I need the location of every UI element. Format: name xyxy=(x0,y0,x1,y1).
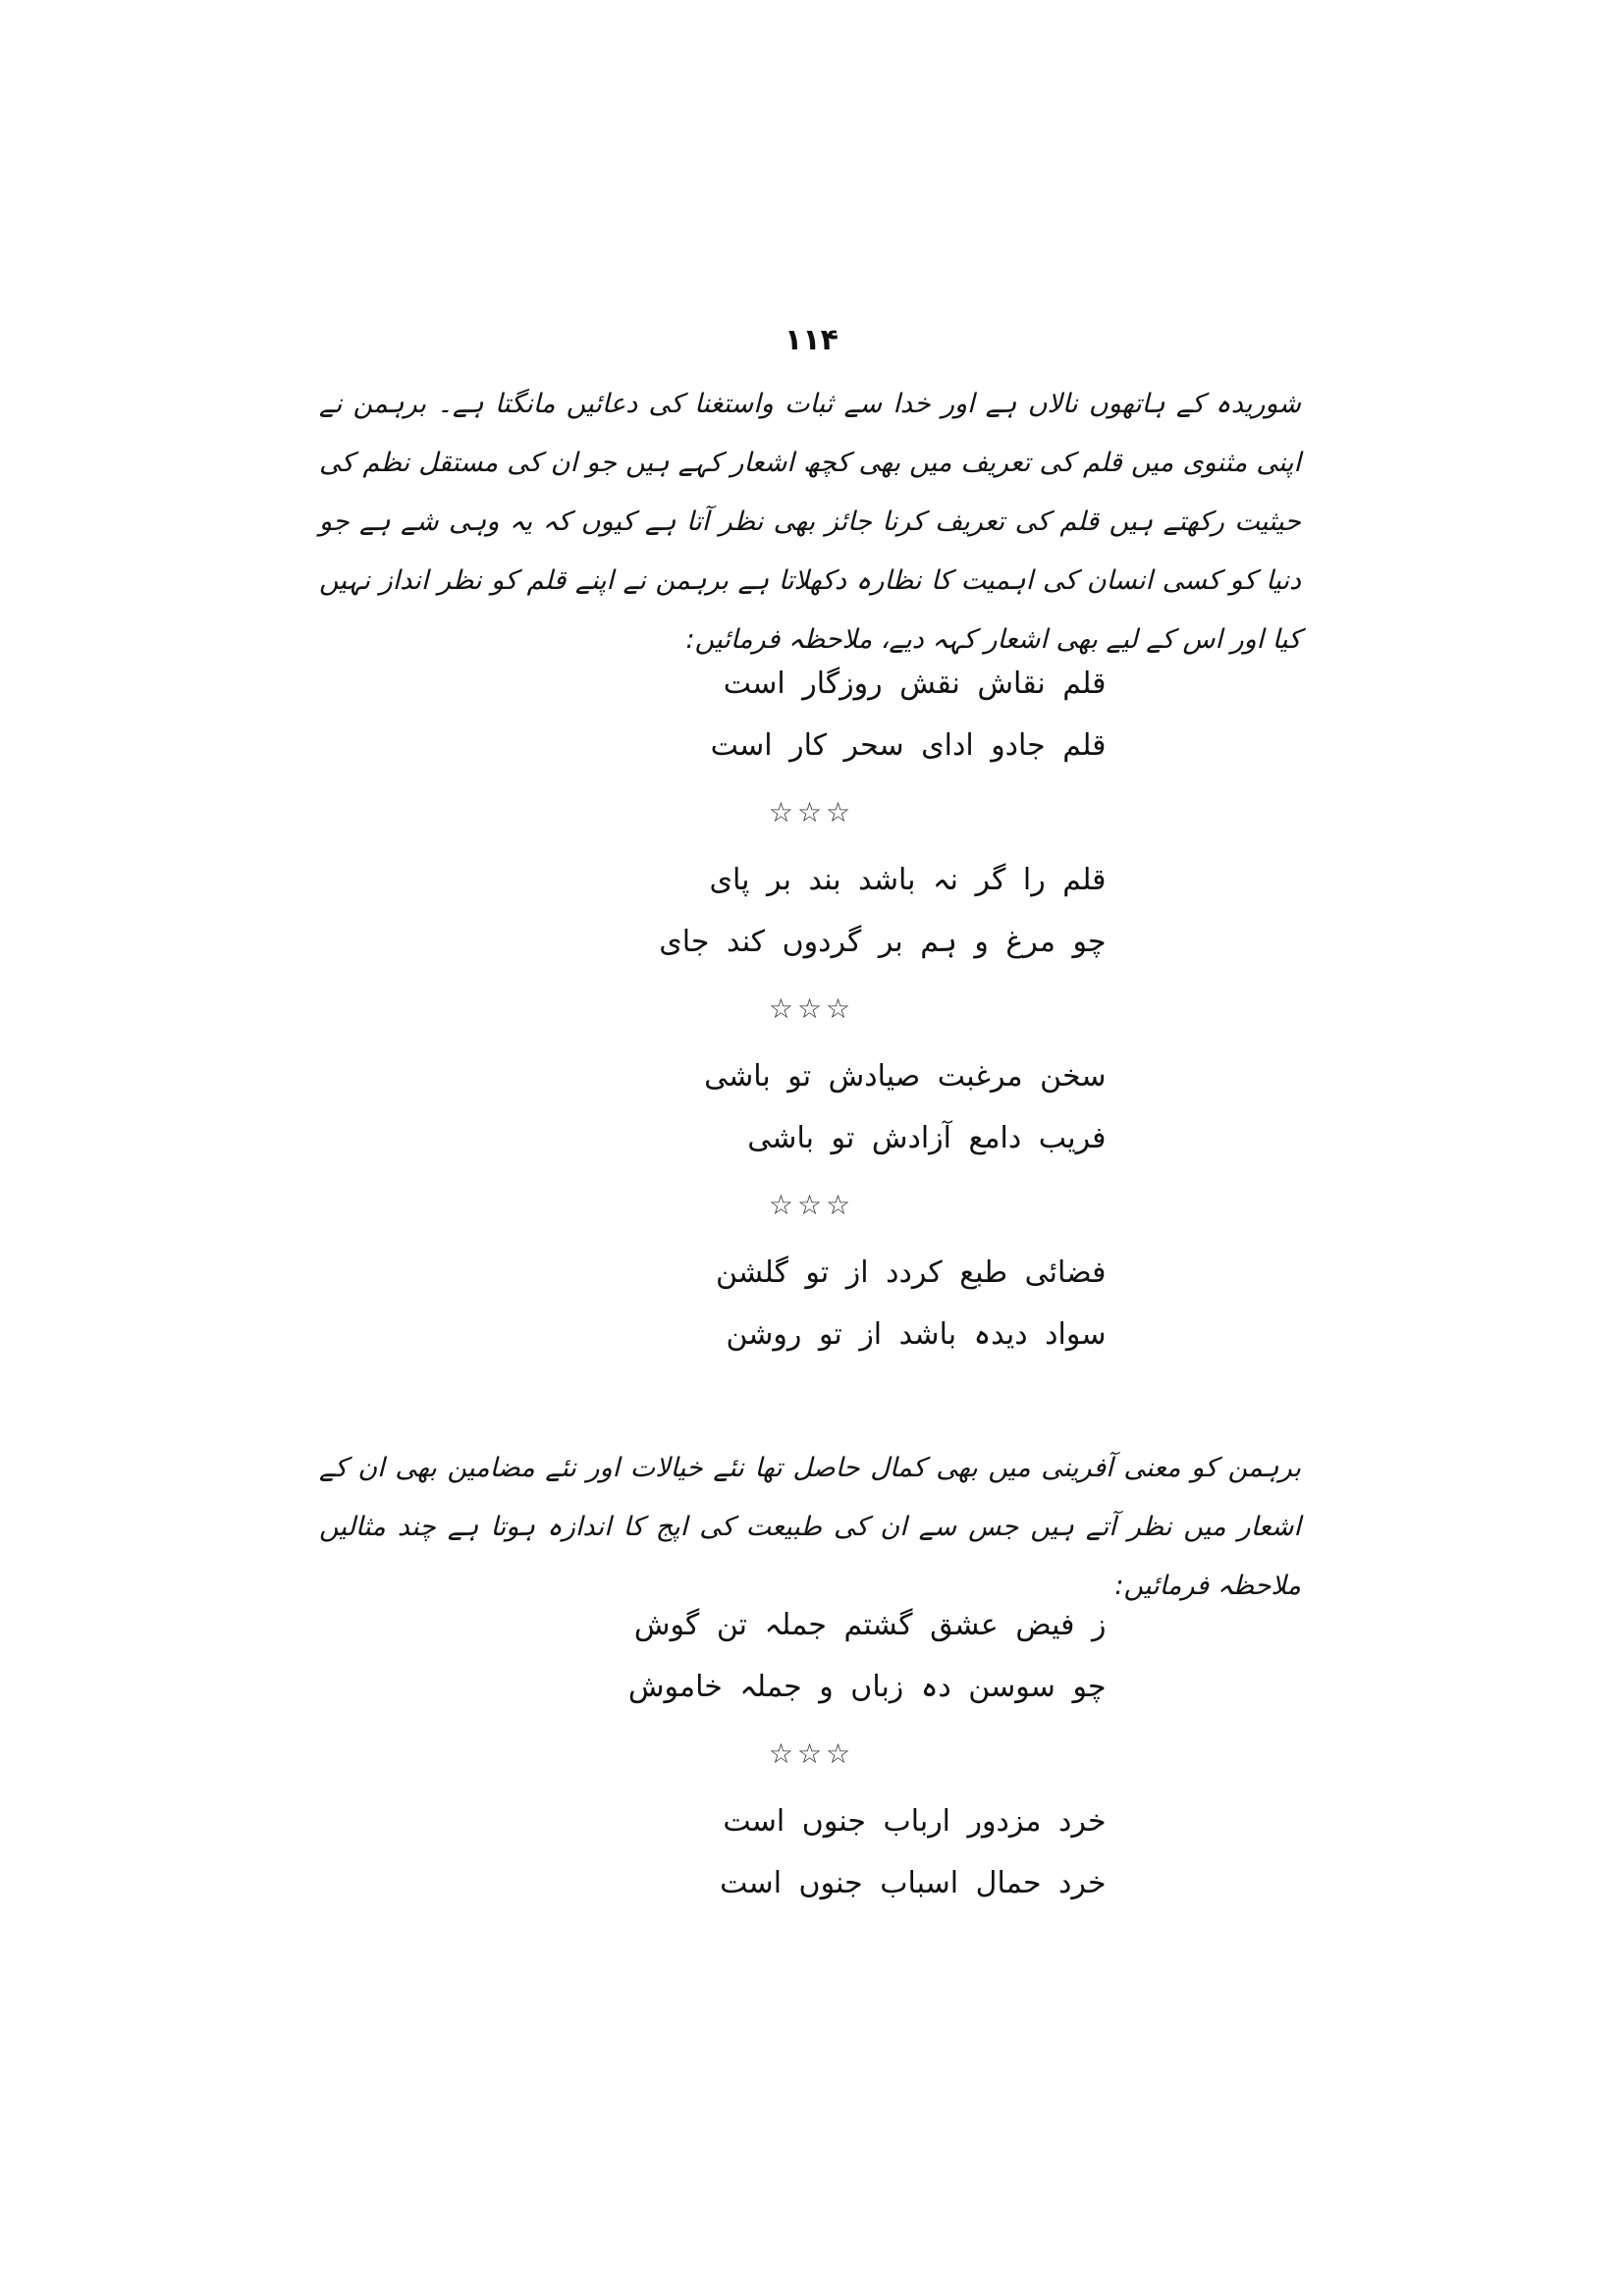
verse-line: سواد دیدہ باشد از تو روشن xyxy=(726,1317,1107,1352)
star-separator: ☆☆☆ xyxy=(768,1189,855,1221)
star-separator: ☆☆☆ xyxy=(768,992,855,1025)
verse-line: فریب دامع آزادش تو باشی xyxy=(747,1121,1107,1155)
verse-line: قلم جادو ادای سحر کار است xyxy=(710,728,1107,763)
verse-line: قلم را گر نہ باشد بند بر پای xyxy=(709,863,1107,897)
verse-line: فضائی طبع کردد از تو گلشن xyxy=(716,1255,1107,1290)
verse-block-examples xyxy=(0,1594,1623,1914)
star-separator: ☆☆☆ xyxy=(768,796,855,828)
paragraph-intro: شوریدہ کے ہاتھوں نالاں ہے اور خدا سے ثبات واستغنا کی دعائیں مانگتا ہے۔ برہمن نے اپنی مثنوی میں قلم کی تعریف میں بھی کچھ اشعار کہے ہیں جو ان کی مستقل نظم کی حیثیت رکھتے ہیں قلم کی تعریف کرنا جائز بھی نظر آتا ہے کیوں کہ یہ وہی شے ہے جو دنیا کو کسی انسان کی اہمیت کا نظارہ دکھلاتا ہے برہمن نے اپنے قلم کو نظر انداز نہیں کیا اور اس کے لیے بھی اشعار کہہ دیے، ملاحظہ فرمائیں: xyxy=(319,389,1301,655)
verse-line: چو سوسن دہ زباں و جملہ خاموش xyxy=(627,1670,1107,1704)
verse-line: سخن مرغبت صیادش تو باشی xyxy=(704,1059,1107,1094)
star-separator: ☆☆☆ xyxy=(768,1737,855,1770)
verse-line: چو مرغ و ہم بر گردوں کند جای xyxy=(659,925,1107,959)
verse-block-pen xyxy=(0,653,1623,1365)
paragraph-originality: برہمن کو معنی آفرینی میں بھی کمال حاصل تھا نئے خیالات اور نئے مضامین بھی ان کے اشعار میں نظر آتے ہیں جس سے ان کی طبیعت کی اپج کا اندازہ ہوتا ہے چند مثالیں ملاحظہ فرمائیں: xyxy=(319,1453,1301,1601)
verse-line: خرد حمال اسباب جنوں است xyxy=(720,1866,1107,1900)
verse-line: قلم نقاش نقش روزگار است xyxy=(723,667,1107,701)
verse-line: خرد مزدور ارباب جنوں است xyxy=(723,1804,1107,1839)
verse-line: ز فیض عشق گشتم جملہ تن گوش xyxy=(633,1608,1107,1642)
page-number: ۱۱۴ xyxy=(784,323,839,357)
